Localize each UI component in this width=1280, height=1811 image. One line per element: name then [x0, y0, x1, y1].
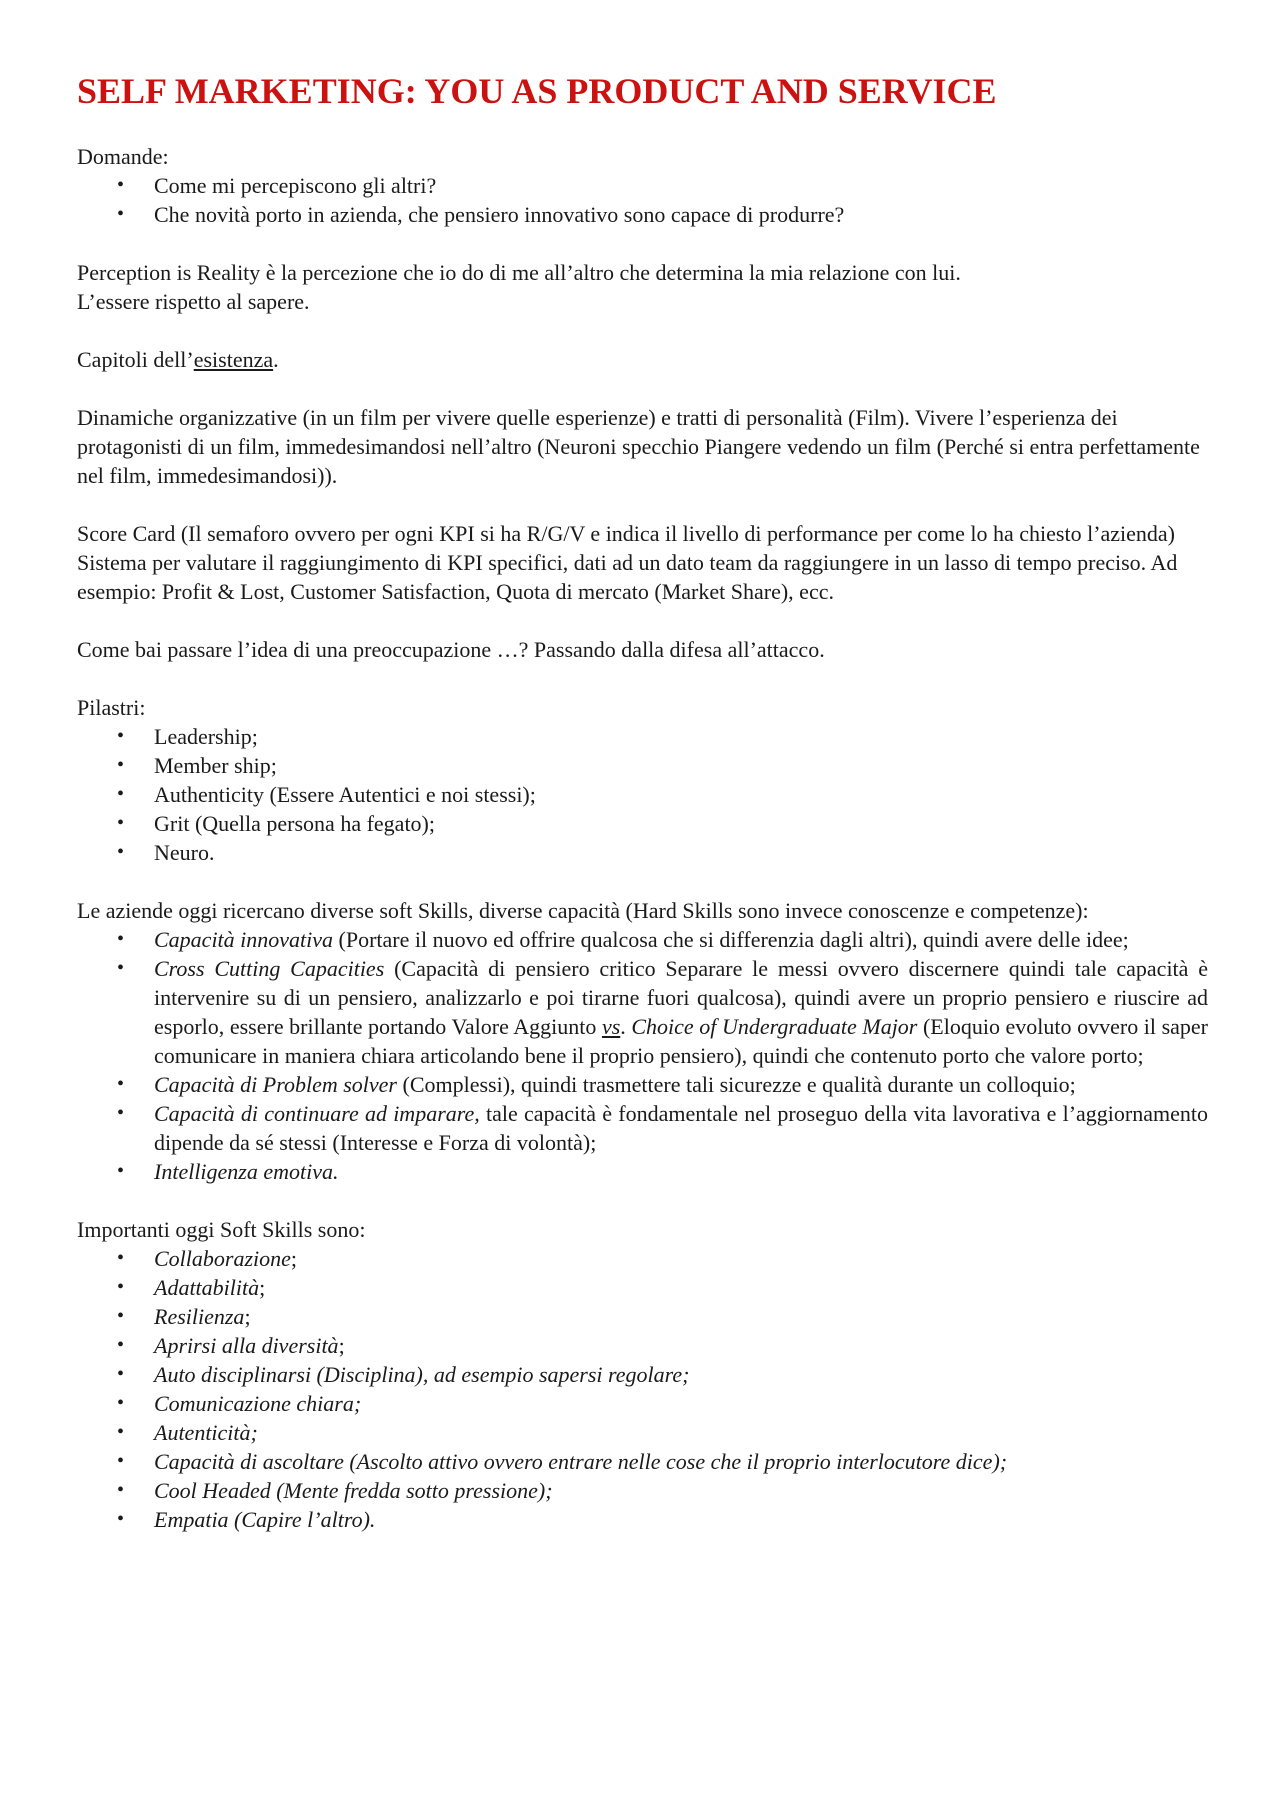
list-item: • Cool Headed (Mente fredda sotto pressione); — [117, 1477, 553, 1503]
list-item: • Auto disciplinarsi (Disciplina), ad esempio sapersi regolare; — [117, 1361, 690, 1387]
underlined-word: vs — [601, 1013, 621, 1039]
bullet-icon: • — [117, 1159, 125, 1182]
dinamiche-paragraph: Dinamiche organizzative (in un film per vivere quelle esperienze) e tratti di personalità (Film). Vivere l’esperienza dei protagonisti di un film, immedesimandosi nell’altro (Neuroni specchio Piangere vedendo un film (Perché si entra perfettamente nel film, immedesimandosi)). — [77, 404, 1200, 488]
list-item: • Collaborazione; — [117, 1245, 298, 1271]
aziende-list — [77, 925, 1208, 1186]
bullet-icon: • — [117, 202, 125, 225]
pilastri-list — [77, 722, 1208, 867]
perception-line-2: L’essere rispetto al sapere. — [77, 288, 310, 314]
list-item: • Comunicazione chiara; — [117, 1390, 362, 1416]
bullet-icon: • — [117, 782, 125, 805]
list-item: • Grit (Quella persona ha fegato); — [117, 810, 435, 836]
underlined-word: esistenza — [193, 346, 274, 372]
bullet-icon: • — [117, 724, 125, 747]
list-item: • Capacità di continuare ad imparare, tale capacità è fondamentale nel proseguo della vita lavorativa e l’aggiornamento dipende da sé stessi (Interesse e Forza di volontà); — [117, 1100, 1208, 1155]
list-item: • Che novità porto in azienda, che pensiero innovativo sono capace di produrre? — [117, 201, 845, 227]
list-item: • Leadership; — [117, 723, 258, 749]
bullet-icon: • — [117, 811, 125, 834]
list-item: • Neuro. — [117, 839, 215, 865]
list-item: • Capacità di Problem solver (Complessi), quindi trasmettere tali sicurezze e qualità durante un colloquio; — [117, 1071, 1076, 1097]
capitoli-paragraph: Capitoli dell’esistenza. — [77, 346, 279, 372]
bullet-icon: • — [117, 840, 125, 863]
list-item: • Capacità di ascoltare (Ascolto attivo ovvero entrare nelle cose che il proprio interlocutore dice); — [117, 1448, 1008, 1474]
list-item: • Member ship; — [117, 752, 277, 778]
list-item: • Aprirsi alla diversità; — [117, 1332, 345, 1358]
bullet-icon: • — [117, 753, 125, 776]
bullet-icon: • — [117, 173, 125, 196]
scorecard-paragraph: Score Card (Il semaforo ovvero per ogni KPI si ha R/G/V e indica il livello di performance per come lo ha chiesto l’azienda) Sistema per valutare il raggiungimento di KPI specifici, dati ad un dato team da raggiungere in un lasso di tempo preciso. Ad esempio: Profit & Lost, Customer Satisfaction, Quota di mercato (Market Share), ecc. — [77, 520, 1178, 604]
bullet-icon: • — [117, 927, 125, 950]
list-item: • Resilienza; — [117, 1303, 251, 1329]
bullet-icon: • — [117, 1275, 125, 1298]
bullet-icon: • — [117, 1449, 125, 1472]
list-item: • Autenticità; — [117, 1419, 258, 1445]
list-item: • Cross Cutting Capacities (Capacità di pensiero critico Separare le messi ovvero discernere quindi tale capacità è intervenire su di un pensiero, analizzarlo e poi tirarne fuori qualcosa), quindi avere un proprio pensiero e riuscire ad esporlo, essere brillante portando Valore Aggiunto vs. Choice of Undergraduate Major (Eloquio evoluto ovvero il saper comunicare in maniera chiara articolando bene il proprio pensiero), quindi che contenuto porto che valore porto; — [117, 955, 1209, 1068]
bullet-icon: • — [117, 1304, 125, 1327]
perception-line-1: Perception is Reality è la percezione che io do di me all’altro che determina la mia relazione con lui. — [77, 259, 961, 285]
pilastri-label: Pilastri: — [77, 694, 146, 720]
bullet-icon: • — [117, 1507, 125, 1530]
domande-list — [77, 171, 1208, 229]
bullet-icon: • — [117, 956, 125, 979]
bullet-icon: • — [117, 1478, 125, 1501]
bullet-icon: • — [117, 1420, 125, 1443]
page-title: SELF MARKETING: YOU AS PRODUCT AND SERVICE — [77, 71, 997, 111]
list-item: • Empatia (Capire l’altro). — [117, 1506, 376, 1532]
bullet-icon: • — [117, 1391, 125, 1414]
bullet-icon: • — [117, 1246, 125, 1269]
soft-skills-intro: Importanti oggi Soft Skills sono: — [77, 1216, 366, 1242]
list-item: • Come mi percepiscono gli altri? — [117, 172, 437, 198]
bullet-icon: • — [117, 1072, 125, 1095]
list-item: • Intelligenza emotiva. — [117, 1158, 339, 1184]
preoccupazione-paragraph: Come bai passare l’idea di una preoccupazione …? Passando dalla difesa all’attacco. — [77, 636, 825, 662]
bullet-icon: • — [117, 1101, 125, 1124]
bullet-icon: • — [117, 1362, 125, 1385]
bullet-icon: • — [117, 1333, 125, 1356]
list-item: • Authenticity (Essere Autentici e noi stessi); — [117, 781, 536, 807]
aziende-intro: Le aziende oggi ricercano diverse soft Skills, diverse capacità (Hard Skills sono invece conoscenze e competenze): — [77, 897, 1089, 923]
soft-skills-list — [77, 1244, 1208, 1534]
list-item: • Adattabilità; — [117, 1274, 266, 1300]
list-item: • Capacità innovativa (Portare il nuovo ed offrire qualcosa che si differenzia dagli altri), quindi avere delle idee; — [117, 926, 1129, 952]
domande-label: Domande: — [77, 143, 169, 169]
